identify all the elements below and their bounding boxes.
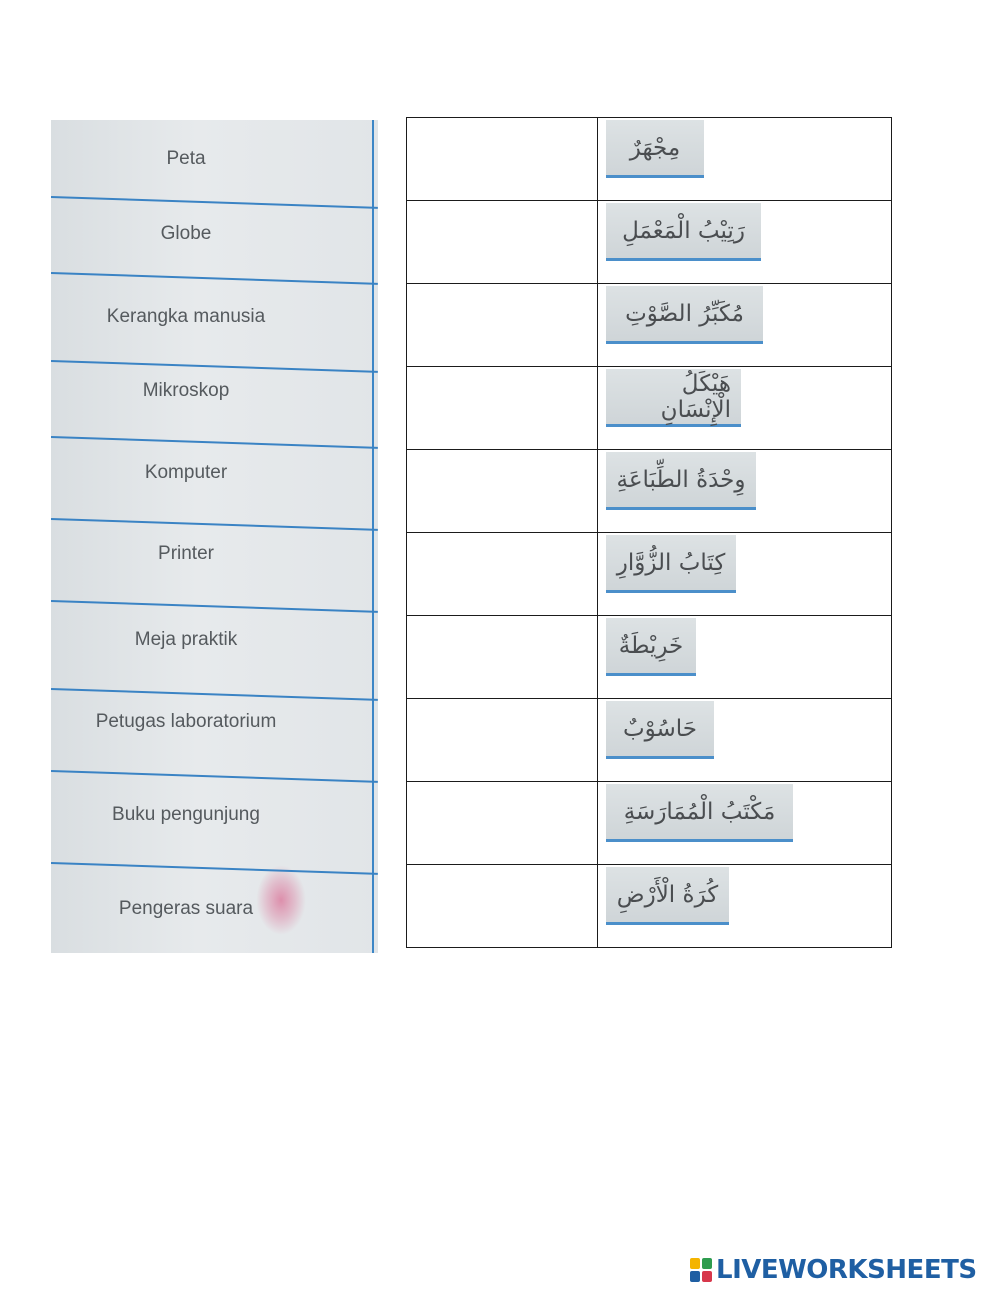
arabic-word: حَاسُوْبٌ xyxy=(606,701,714,759)
arabic-word: كُرَةُ الْأَرْضِ xyxy=(606,867,729,925)
logo-mark-cell xyxy=(690,1271,700,1282)
arabic-word-cell xyxy=(598,201,892,284)
arabic-word-cell xyxy=(598,533,892,616)
left-label: Komputer xyxy=(144,462,228,483)
liveworksheets-logo xyxy=(690,1255,977,1285)
table-row xyxy=(407,865,892,948)
left-label: Peta xyxy=(166,148,206,169)
left-label: Meja praktik xyxy=(134,629,238,650)
arabic-word: كِتَابُ الزُّوَّارِ xyxy=(606,535,736,593)
answer-cell[interactable] xyxy=(407,118,598,201)
logo-mark-icon xyxy=(690,1258,712,1282)
arabic-word-cell xyxy=(598,865,892,948)
arabic-word-cell xyxy=(598,118,892,201)
photo-strip xyxy=(51,120,378,953)
logo-mark-cell xyxy=(690,1258,700,1269)
answer-cell[interactable] xyxy=(407,699,598,782)
table-row xyxy=(407,450,892,533)
table-row xyxy=(407,616,892,699)
row-rule xyxy=(51,862,378,875)
table-row xyxy=(407,533,892,616)
logo-mark-cell xyxy=(702,1258,712,1269)
arabic-word-cell xyxy=(598,616,892,699)
left-label: Buku pengunjung xyxy=(112,804,260,825)
table-row xyxy=(407,699,892,782)
left-label: Globe xyxy=(160,223,212,244)
answer-cell[interactable] xyxy=(407,201,598,284)
answer-cell[interactable] xyxy=(407,533,598,616)
table-row xyxy=(407,367,892,450)
row-rule xyxy=(51,518,378,531)
left-label: Petugas laboratorium xyxy=(95,711,277,732)
answer-cell[interactable] xyxy=(407,616,598,699)
arabic-word: هَيْكَلُ الْإِنْسَانِ xyxy=(606,369,741,427)
left-label: Printer xyxy=(158,543,214,564)
row-rule xyxy=(51,272,378,285)
left-label: Mikroskop xyxy=(142,380,230,401)
arabic-word: مَكْتَبُ الْمُمَارَسَةِ xyxy=(606,784,793,842)
row-rule xyxy=(51,770,378,783)
arabic-word-cell xyxy=(598,284,892,367)
arabic-word-cell xyxy=(598,782,892,865)
arabic-word: رَتِيْبُ الْمَعْمَلِ xyxy=(606,203,761,261)
row-rule xyxy=(51,360,378,373)
row-rule xyxy=(51,600,378,613)
arabic-word: وِحْدَةُ الطِّبَاعَةِ xyxy=(606,452,756,510)
arabic-word-cell xyxy=(598,699,892,782)
arabic-word-cell xyxy=(598,367,892,450)
arabic-word: مُكَبِّرُ الصَّوْتِ xyxy=(606,286,763,344)
row-rule xyxy=(51,688,378,701)
left-label: Pengeras suara xyxy=(118,898,254,919)
answer-cell[interactable] xyxy=(407,450,598,533)
arabic-word: مِجْهَرٌ xyxy=(606,120,704,178)
logo-mark-cell xyxy=(702,1271,712,1282)
answer-cell[interactable] xyxy=(407,284,598,367)
strip-edge-line xyxy=(372,120,374,953)
table-row xyxy=(407,201,892,284)
answer-cell[interactable] xyxy=(407,782,598,865)
table-row xyxy=(407,782,892,865)
row-rule xyxy=(51,436,378,449)
left-label: Kerangka manusia xyxy=(106,306,266,327)
matching-table xyxy=(406,117,892,948)
table-row xyxy=(407,284,892,367)
arabic-word: خَرِيْطَةٌ xyxy=(606,618,696,676)
table-row xyxy=(407,118,892,201)
answer-cell[interactable] xyxy=(407,865,598,948)
row-rule xyxy=(51,196,378,209)
logo-text: LIVEWORKSHEETS xyxy=(716,1255,977,1285)
arabic-word-cell xyxy=(598,450,892,533)
answer-cell[interactable] xyxy=(407,367,598,450)
